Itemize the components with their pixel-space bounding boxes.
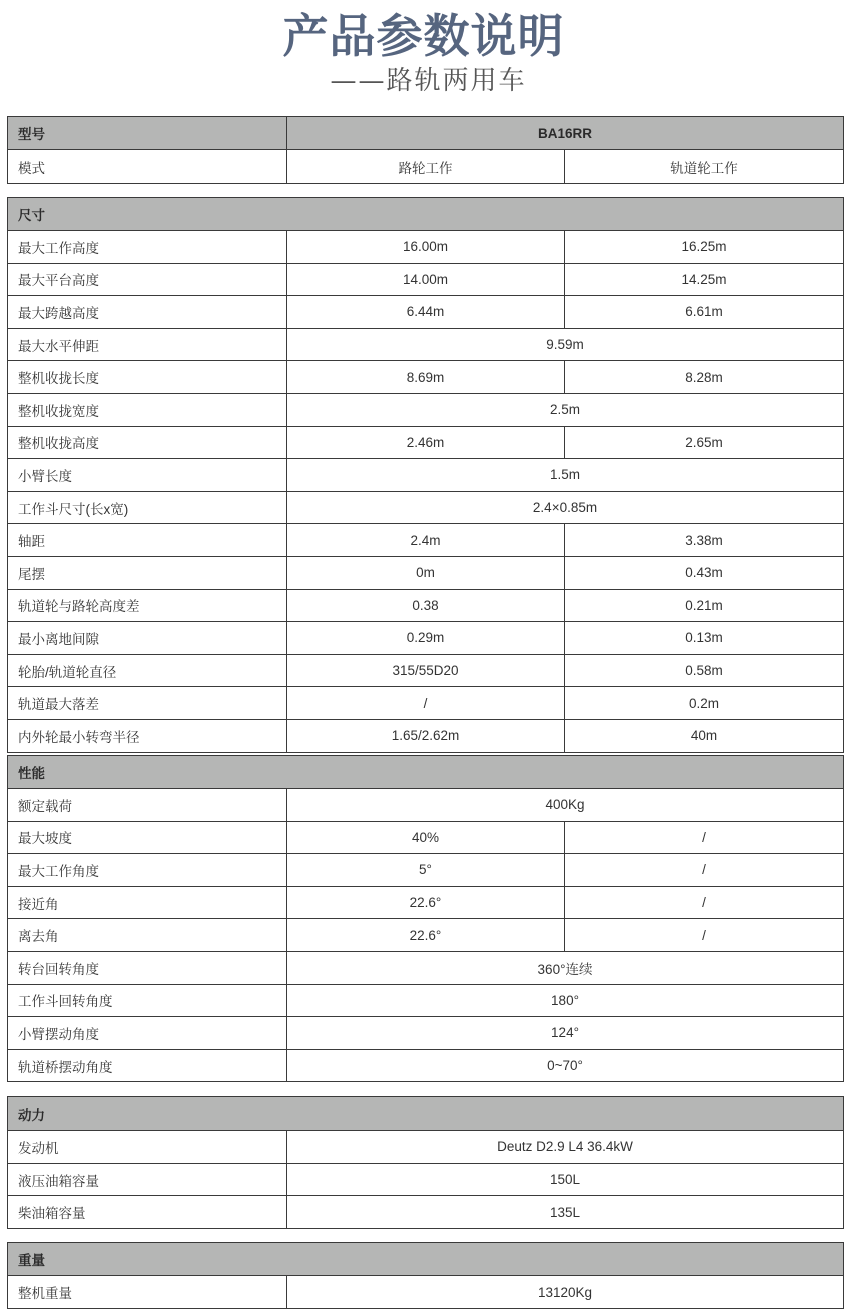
power-table <box>7 1096 844 1229</box>
row-value-rail: / <box>565 886 844 919</box>
table-row <box>8 231 844 264</box>
row-label: 整机收拢高度 <box>8 426 287 459</box>
model-table <box>7 116 844 184</box>
row-value-road: 8.69m <box>287 361 565 394</box>
table-row <box>8 687 844 720</box>
dimensions-table <box>7 197 844 753</box>
row-label: 内外轮最小转弯半径 <box>8 719 287 752</box>
row-value-shared: 124° <box>287 1017 844 1050</box>
row-value-road: 0m <box>287 556 565 589</box>
row-label: 接近角 <box>8 886 287 919</box>
row-label: 轨道最大落差 <box>8 687 287 720</box>
row-label: 液压油箱容量 <box>8 1163 287 1196</box>
row-value-rail: 6.61m <box>565 296 844 329</box>
row-label: 小臂长度 <box>8 459 287 492</box>
row-label: 整机收拢宽度 <box>8 393 287 426</box>
row-value-rail: / <box>565 919 844 952</box>
row-value-shared: 180° <box>287 984 844 1017</box>
mode-row <box>8 150 844 184</box>
page-title: 产品参数说明 <box>282 9 565 63</box>
table-row <box>8 328 844 361</box>
row-value-shared: 400Kg <box>287 789 844 822</box>
row-label: 离去角 <box>8 919 287 952</box>
row-value-shared: 360°连续 <box>287 951 844 984</box>
section-header <box>8 1243 844 1276</box>
row-value-rail: 0.13m <box>565 622 844 655</box>
table-row <box>8 919 844 952</box>
row-value-rail: / <box>565 821 844 854</box>
performance-table <box>7 755 844 1082</box>
row-label: 最小离地间隙 <box>8 622 287 655</box>
row-label: 整机收拢长度 <box>8 361 287 394</box>
table-row <box>8 263 844 296</box>
row-value-rail: 0.2m <box>565 687 844 720</box>
row-label: 轴距 <box>8 524 287 557</box>
model-value: BA16RR <box>287 117 844 150</box>
row-label: 轨道轮与路轮高度差 <box>8 589 287 622</box>
row-value-road: 14.00m <box>287 263 565 296</box>
model-row <box>8 117 844 150</box>
row-value-road: 6.44m <box>287 296 565 329</box>
row-value-shared: Deutz D2.9 L4 36.4kW <box>287 1131 844 1164</box>
row-label: 小臂摆动角度 <box>8 1017 287 1050</box>
table-row <box>8 789 844 822</box>
mode-road: 路轮工作 <box>287 150 565 184</box>
row-label: 最大坡度 <box>8 821 287 854</box>
row-value-road: 1.65/2.62m <box>287 719 565 752</box>
table-row <box>8 491 844 524</box>
row-value-rail: 0.43m <box>565 556 844 589</box>
table-row <box>8 1017 844 1050</box>
table-row <box>8 1049 844 1082</box>
model-label: 型号 <box>8 117 287 150</box>
row-value-road: 0.38 <box>287 589 565 622</box>
row-value-road: 22.6° <box>287 919 565 952</box>
row-value-shared: 1.5m <box>287 459 844 492</box>
row-value-shared: 2.4×0.85m <box>287 491 844 524</box>
row-value-rail: / <box>565 854 844 887</box>
table-row <box>8 361 844 394</box>
table-row <box>8 393 844 426</box>
row-value-rail: 8.28m <box>565 361 844 394</box>
row-value-rail: 40m <box>565 719 844 752</box>
row-value-rail: 0.21m <box>565 589 844 622</box>
row-label: 额定载荷 <box>8 789 287 822</box>
row-value-road: 5° <box>287 854 565 887</box>
row-label: 工作斗回转角度 <box>8 984 287 1017</box>
table-row <box>8 622 844 655</box>
row-label: 转台回转角度 <box>8 951 287 984</box>
section-header <box>8 198 844 231</box>
table-row <box>8 556 844 589</box>
row-label: 工作斗尺寸(长x宽) <box>8 491 287 524</box>
table-row <box>8 589 844 622</box>
row-value-rail: 16.25m <box>565 231 844 264</box>
mode-rail: 轨道轮工作 <box>565 150 844 184</box>
row-value-shared: 2.5m <box>287 393 844 426</box>
row-label: 轨道桥摆动角度 <box>8 1049 287 1082</box>
weight-table <box>7 1242 844 1309</box>
table-row <box>8 886 844 919</box>
mode-label: 模式 <box>8 150 287 184</box>
row-label: 最大工作角度 <box>8 854 287 887</box>
section-title: 动力 <box>8 1097 844 1131</box>
section-title: 尺寸 <box>8 198 844 231</box>
row-value-road: 40% <box>287 821 565 854</box>
table-row <box>8 1163 844 1196</box>
row-label: 整机重量 <box>8 1276 287 1309</box>
row-label: 轮胎/轨道轮直径 <box>8 654 287 687</box>
section-header <box>8 756 844 789</box>
section-header <box>8 1097 844 1131</box>
row-value-road: 16.00m <box>287 231 565 264</box>
row-value-road: 22.6° <box>287 886 565 919</box>
row-value-shared: 0~70° <box>287 1049 844 1082</box>
row-value-rail: 14.25m <box>565 263 844 296</box>
table-row <box>8 654 844 687</box>
page-subtitle: ——路轨两用车 <box>330 66 527 96</box>
row-value-road: / <box>287 687 565 720</box>
section-title: 重量 <box>8 1243 844 1276</box>
section-title: 性能 <box>8 756 844 789</box>
row-value-rail: 2.65m <box>565 426 844 459</box>
table-row <box>8 821 844 854</box>
row-label: 最大平台高度 <box>8 263 287 296</box>
table-row <box>8 1276 844 1309</box>
row-label: 最大水平伸距 <box>8 328 287 361</box>
row-label: 最大工作高度 <box>8 231 287 264</box>
row-value-road: 0.29m <box>287 622 565 655</box>
table-row <box>8 984 844 1017</box>
row-value-road: 2.4m <box>287 524 565 557</box>
table-row <box>8 951 844 984</box>
row-value-road: 315/55D20 <box>287 654 565 687</box>
table-row <box>8 1131 844 1164</box>
row-label: 最大跨越高度 <box>8 296 287 329</box>
table-row <box>8 719 844 752</box>
row-label: 尾摆 <box>8 556 287 589</box>
table-row <box>8 1196 844 1229</box>
row-label: 柴油箱容量 <box>8 1196 287 1229</box>
table-row <box>8 854 844 887</box>
table-row <box>8 296 844 329</box>
table-row <box>8 459 844 492</box>
table-row <box>8 426 844 459</box>
row-label: 发动机 <box>8 1131 287 1164</box>
table-row <box>8 524 844 557</box>
row-value-shared: 135L <box>287 1196 844 1229</box>
row-value-shared: 150L <box>287 1163 844 1196</box>
row-value-road: 2.46m <box>287 426 565 459</box>
row-value-shared: 13120Kg <box>287 1276 844 1309</box>
row-value-rail: 0.58m <box>565 654 844 687</box>
row-value-rail: 3.38m <box>565 524 844 557</box>
row-value-shared: 9.59m <box>287 328 844 361</box>
